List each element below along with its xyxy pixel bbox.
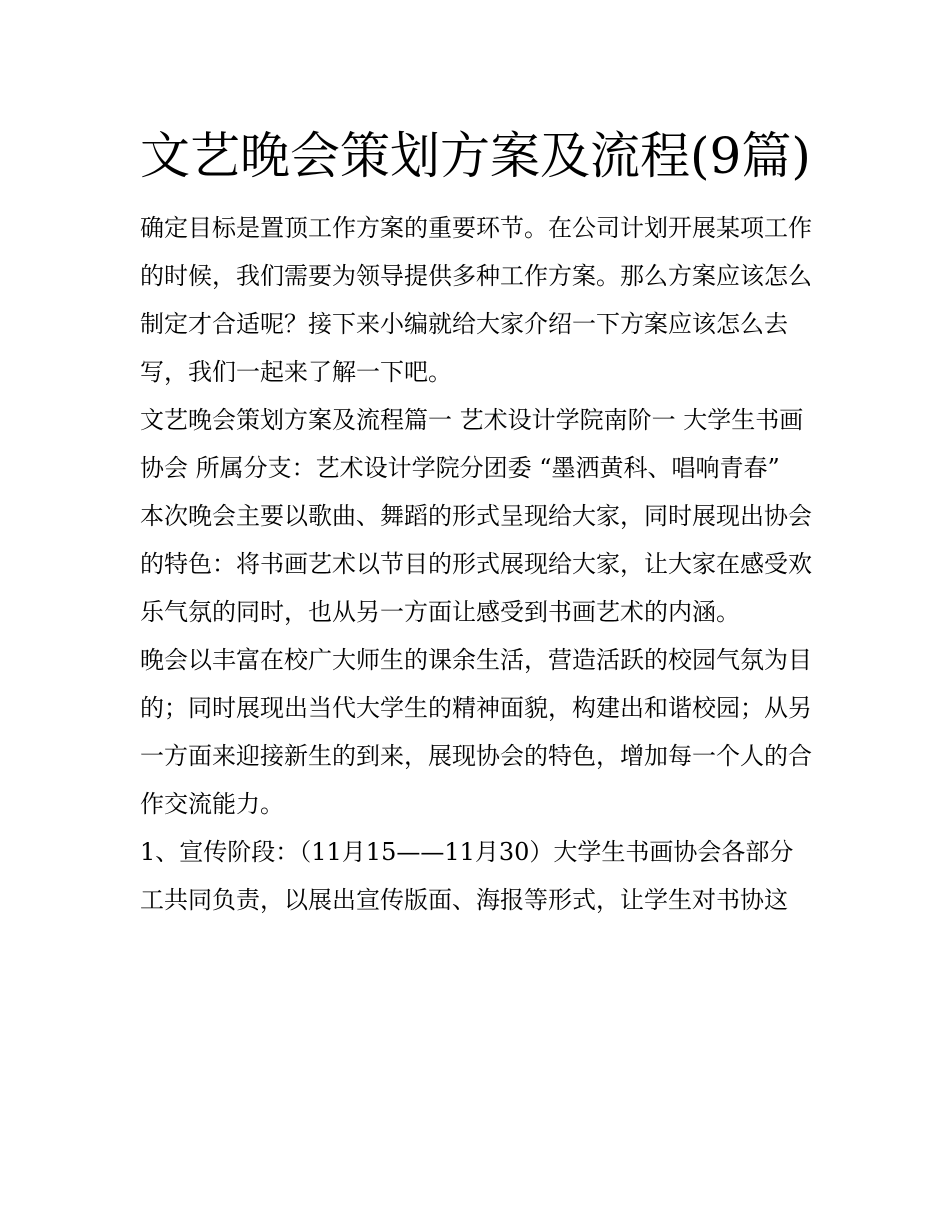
paragraph-show-content: 本次晚会主要以歌曲、舞蹈的形式呈现给大家，同时展现出协会的特色：将书画艺术以节目的形式展现给大家，让大家在感受欢乐气氛的同时，也从另一方面让感受到书画艺术的内涵。 (140, 502, 812, 626)
paragraph-promotion-stage: 1、宣传阶段：（11月15——11月30）大学生书画协会各部分工共同负责，以展出宣传版面、海报等形式，让学生对书协这 (140, 838, 794, 914)
paragraph-intro: 确定目标是置顶工作方案的重要环节。在公司计划开展某项工作的时候，我们需要为领导提供多种工作方案。那么方案应该怎么制定才合适呢？接下来小编就给大家介绍一下方案应该怎么去写，我们一起来了解一下吧。 (140, 214, 812, 386)
document-title: 文艺晚会策划方案及流程(9篇) (140, 127, 811, 185)
document-page (140, 116, 812, 924)
paragraph-purpose: 晚会以丰富在校广大师生的课余生活，营造活跃的校园气氛为目的；同时展现出当代大学生的精神面貌，构建出和谐校园；从另一方面来迎接新生的到来，展现协会的特色，增加每一个人的合作交流能力。 (140, 646, 812, 818)
paragraph-part-one-header: 文艺晚会策划方案及流程篇一 艺术设计学院南阶一 大学生书画协会 所属分支：艺术设计学院分团委 “墨洒黄科、唱响青春” (140, 406, 804, 482)
